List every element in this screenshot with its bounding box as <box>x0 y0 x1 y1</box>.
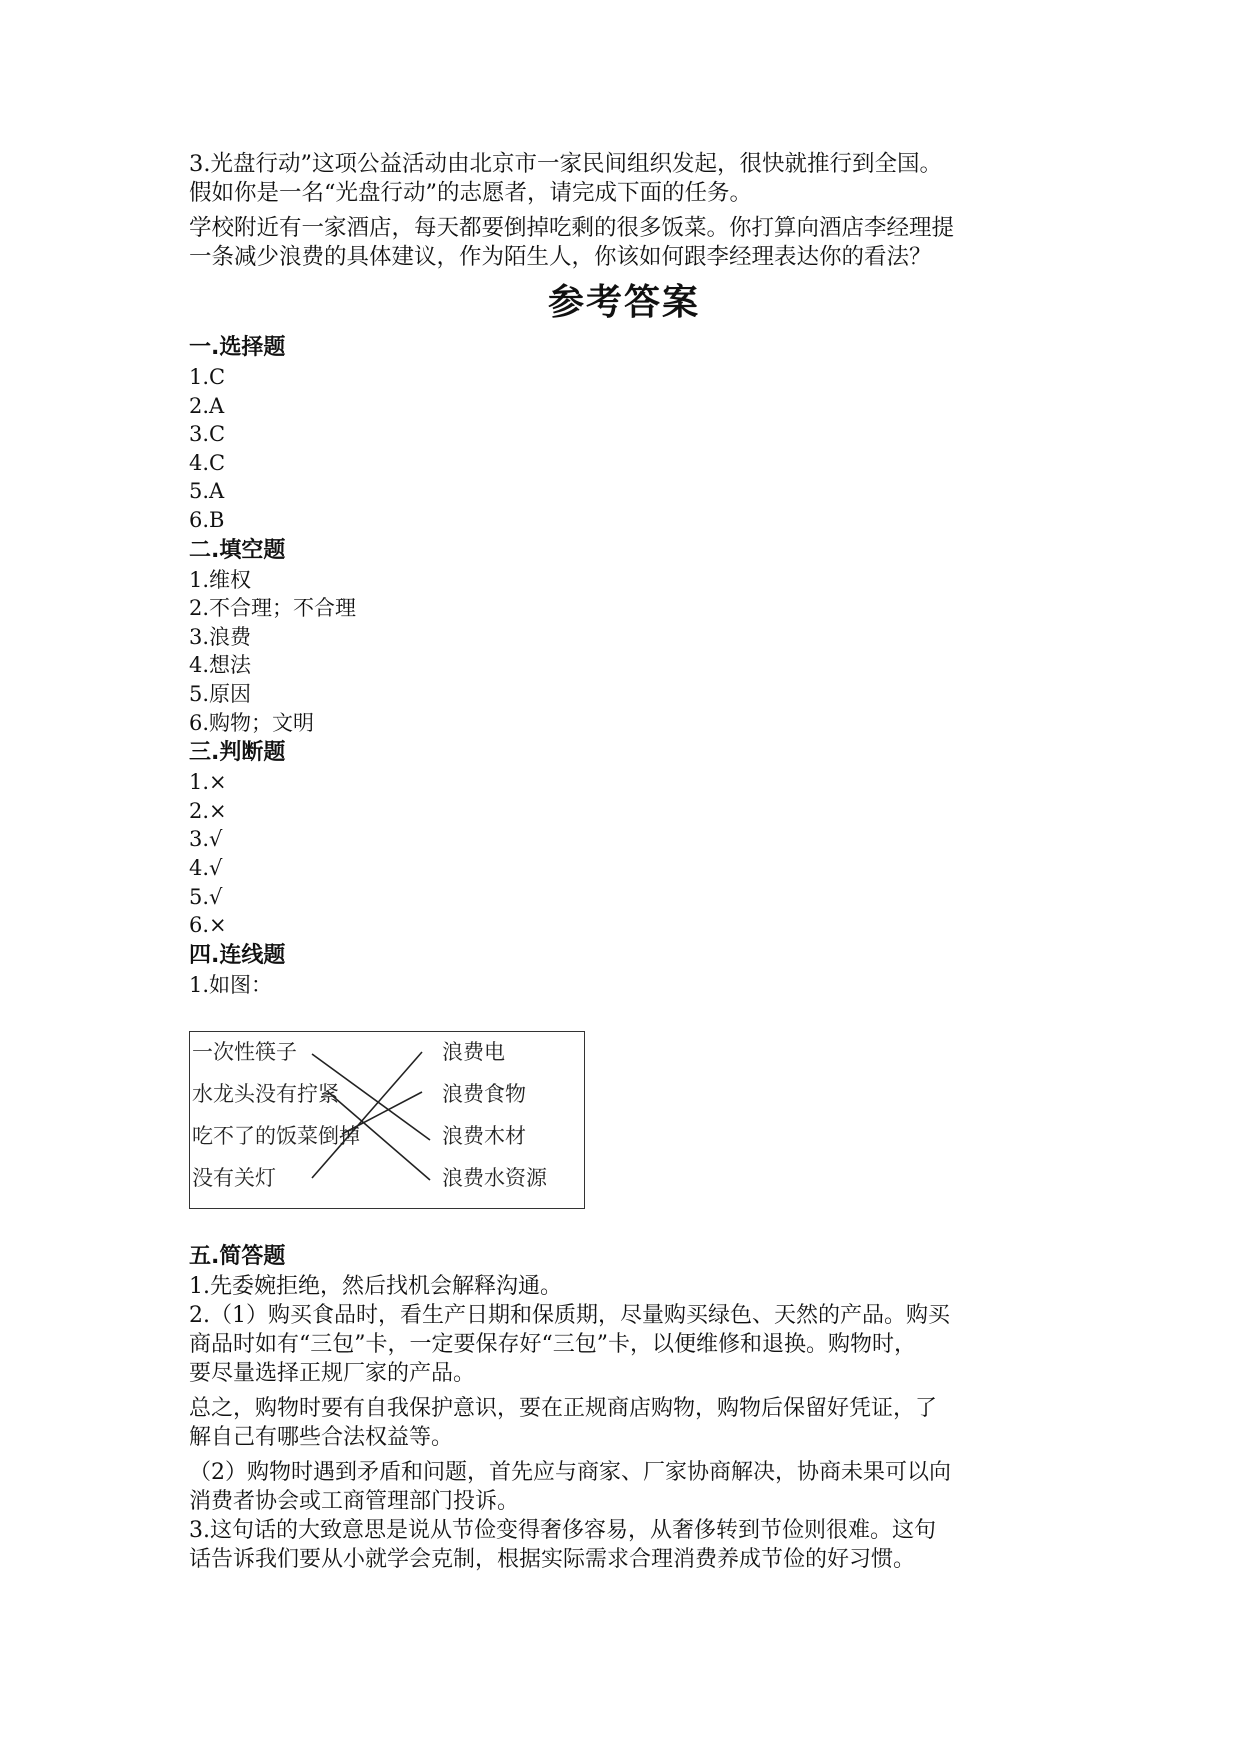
answer-list-choice <box>189 363 1059 535</box>
answer-item: 6.× <box>189 913 227 938</box>
section-heading-short: 五.简答题 <box>189 1244 286 1270</box>
answer-item: 1.C <box>189 365 226 389</box>
answer-item: 4.√ <box>189 855 223 880</box>
section-heading-matching: 四.连线题 <box>189 942 286 968</box>
answer-paragraph: 解自己有哪些合法权益等。 <box>189 1425 454 1451</box>
section-heading-choice: 一.选择题 <box>189 335 286 360</box>
short-answer-section <box>189 1241 1059 1574</box>
answer-list-matching <box>189 971 1059 1000</box>
answer-key-title: 参考答案 <box>547 282 700 323</box>
answer-item: 5.√ <box>189 884 223 909</box>
answer-item: 1.如图： <box>189 972 273 997</box>
right-item: 浪费食物 <box>442 1082 526 1107</box>
left-item: 吃不了的饭菜倒掉 <box>192 1124 360 1149</box>
answer-paragraph: 1.先委婉拒绝，然后找机会解释沟通。 <box>189 1274 562 1300</box>
left-item: 没有关灯 <box>192 1166 276 1191</box>
question-line: 学校附近有一家酒店，每天都要倒掉吃剩的很多饭菜。你打算向酒店李经理提 <box>189 215 955 241</box>
answer-item: 6.购物；文明 <box>189 710 315 735</box>
answer-item: 2.不合理；不合理 <box>189 596 357 621</box>
left-item: 一次性筷子 <box>192 1040 297 1065</box>
question-line: 假如你是一名“光盘行动”的志愿者，请完成下面的任务。 <box>189 180 753 206</box>
section-heading-fill: 二.填空题 <box>189 537 286 563</box>
answer-list-fill <box>189 566 1059 738</box>
answer-item: 3.浪费 <box>189 624 252 649</box>
answer-item: 2.A <box>189 393 225 418</box>
answer-item: 1.× <box>189 770 227 795</box>
right-item: 浪费水资源 <box>442 1166 547 1191</box>
answer-paragraph: 2.（1）购买食品时，看生产日期和保质期，尽量购买绿色、天然的产品。购买 <box>189 1303 950 1329</box>
section-heading-judge: 三.判断题 <box>189 740 286 766</box>
matching-figure <box>189 1031 585 1209</box>
question-line: 3.光盘行动”这项公益活动由北京市一家民间组织发起，很快就推行到全国。 <box>189 151 942 177</box>
answer-item: 5.原因 <box>189 681 252 706</box>
answer-paragraph: 商品时如有“三包”卡，一定要保存好“三包”卡，以便维修和退换。购物时， <box>189 1332 916 1358</box>
answer-paragraph: 要尽量选择正规厂家的产品。 <box>189 1361 476 1387</box>
left-item: 水龙头没有拧紧 <box>192 1082 339 1107</box>
question-line: 一条减少浪费的具体建议，作为陌生人，你该如何跟李经理表达你的看法？ <box>189 244 932 270</box>
answer-item: 4.C <box>189 450 226 475</box>
answer-list-judge <box>189 768 1059 940</box>
answer-item: 4.想法 <box>189 653 252 678</box>
answer-item: 5.A <box>189 479 225 504</box>
right-item: 浪费木材 <box>442 1124 526 1149</box>
answer-item: 6.B <box>189 507 225 532</box>
answer-paragraph: （2）购物时遇到矛盾和问题，首先应与商家、厂家协商解决，协商未果可以向 <box>189 1460 951 1486</box>
answer-paragraph: 总之，购物时要有自我保护意识，要在正规商店购物，购物后保留好凭证，了 <box>189 1396 938 1422</box>
answer-paragraph: 消费者协会或工商管理部门投诉。 <box>189 1489 520 1515</box>
answer-item: 3.C <box>189 422 226 447</box>
answer-paragraph: 3.这句话的大致意思是说从节俭变得奢侈容易，从奢侈转到节俭则很难。这句 <box>189 1518 936 1544</box>
answer-paragraph: 话告诉我们要从小就学会克制，根据实际需求合理消费养成节俭的好习惯。 <box>189 1547 916 1573</box>
right-item: 浪费电 <box>442 1040 505 1065</box>
document-page <box>189 150 1059 1574</box>
answer-item: 1.维权 <box>189 567 252 592</box>
answer-item: 2.× <box>189 798 227 823</box>
answer-item: 3.√ <box>189 827 223 852</box>
